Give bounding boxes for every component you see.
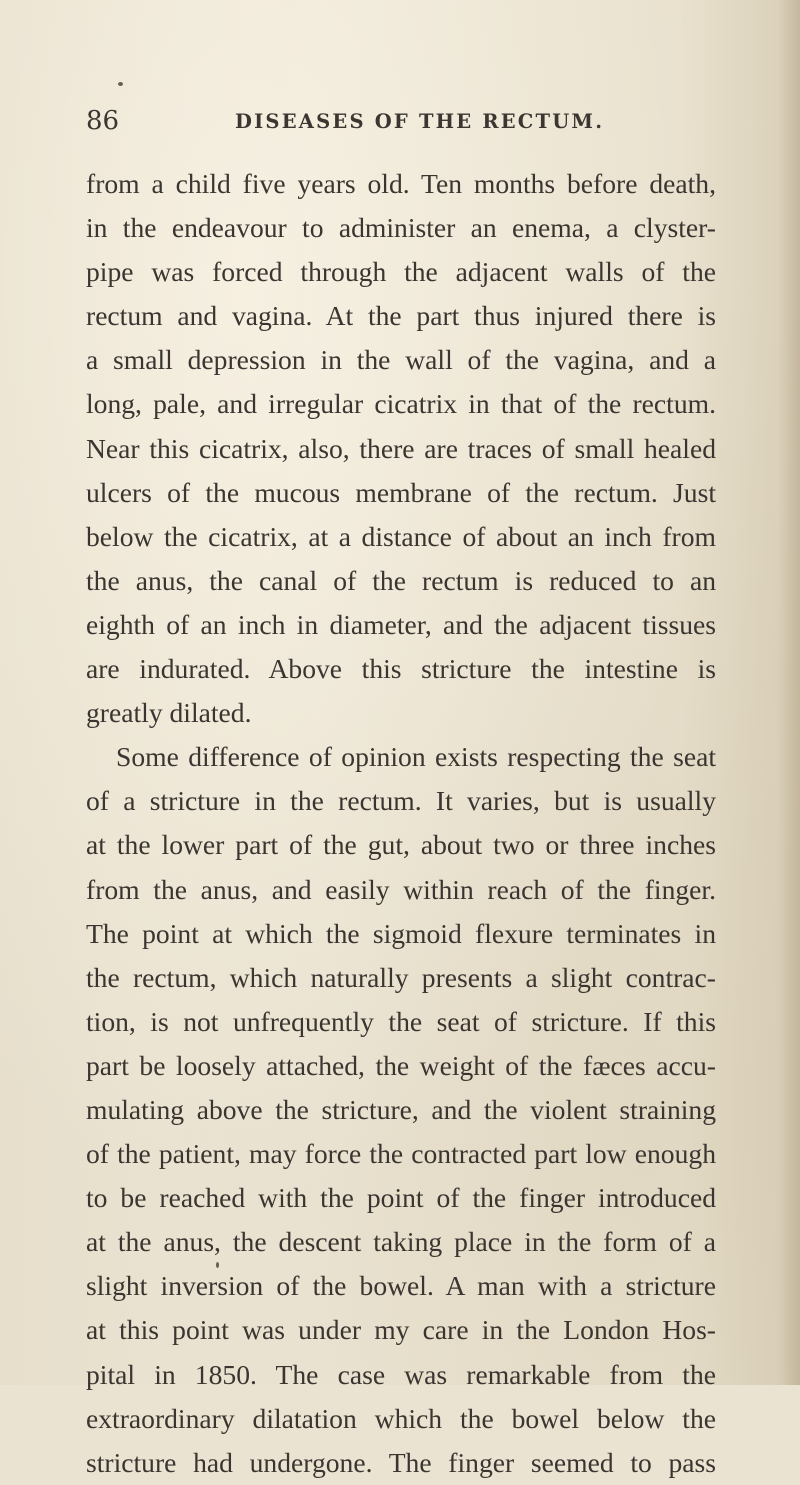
text-line: The point at which the sigmoid flexure terminates in [86,917,716,949]
text-line: the rectum, which naturally presents a slight contrac- [86,961,716,993]
text-line: in the endeavour to administer an enema, a clyster- [86,212,716,244]
running-head-title: DISEASES OF THE RECTUM. [235,110,605,133]
text-line: greatly dilated. [86,697,252,729]
text-line: of the patient, may force the contracted part low enough [86,1138,716,1170]
text-line: from the anus, and easily within reach of the finger. [86,873,716,905]
text-line: to be reached with the point of the finger introduced [86,1182,716,1214]
paragraph [86,162,716,735]
text-line: below the cicatrix, at a distance of about an inch from [86,520,716,552]
page-edge-shadow [778,0,800,1385]
text-line: of a stricture in the rectum. It varies, but is usually [86,785,716,817]
text-line: mulating above the stricture, and the violent straining [86,1093,716,1125]
body-text [86,162,716,1485]
page-number: 86 [86,106,120,136]
text-line: eighth of an inch in diameter, and the adjacent tissues [86,608,716,640]
text-line: pipe was forced through the adjacent walls of the [86,256,716,288]
text-line: long, pale, and irregular cicatrix in that of the rectum. [86,388,716,420]
text-line: stricture had undergone. The finger seemed to pass [86,1446,716,1478]
text-line: pital in 1850. The case was remarkable from the [86,1358,716,1390]
text-line: Near this cicatrix, also, there are traces of small healed [86,432,716,464]
text-line: at the anus, the descent taking place in the form of a [86,1226,716,1258]
text-line: slight inversion of the bowel. A man with a stricture [86,1270,716,1302]
running-header [86,104,716,138]
ink-speck [118,82,123,86]
text-line: part be loosely attached, the weight of the fæces accu- [86,1049,716,1081]
text-line: at this point was under my care in the London Hos- [86,1314,716,1346]
text-line: at the lower part of the gut, about two or three inches [86,829,716,861]
text-line: extraordinary dilatation which the bowel below the [86,1402,716,1434]
text-line: from a child five years old. Ten months before death, [86,168,716,199]
text-line: rectum and vagina. At the part thus injured there is [86,300,716,332]
paragraph [86,735,716,1485]
text-line: are indurated. Above this stricture the intestine is [86,653,716,685]
text-line: tion, is not unfrequently the seat of stricture. If this [86,1005,716,1037]
text-line: ulcers of the mucous membrane of the rectum. Just [86,476,716,508]
text-line: the anus, the canal of the rectum is reduced to an [86,564,716,596]
text-line: a small depression in the wall of the vagina, and a [86,344,716,376]
text-line: Some difference of opinion exists respecting the seat [116,741,716,773]
